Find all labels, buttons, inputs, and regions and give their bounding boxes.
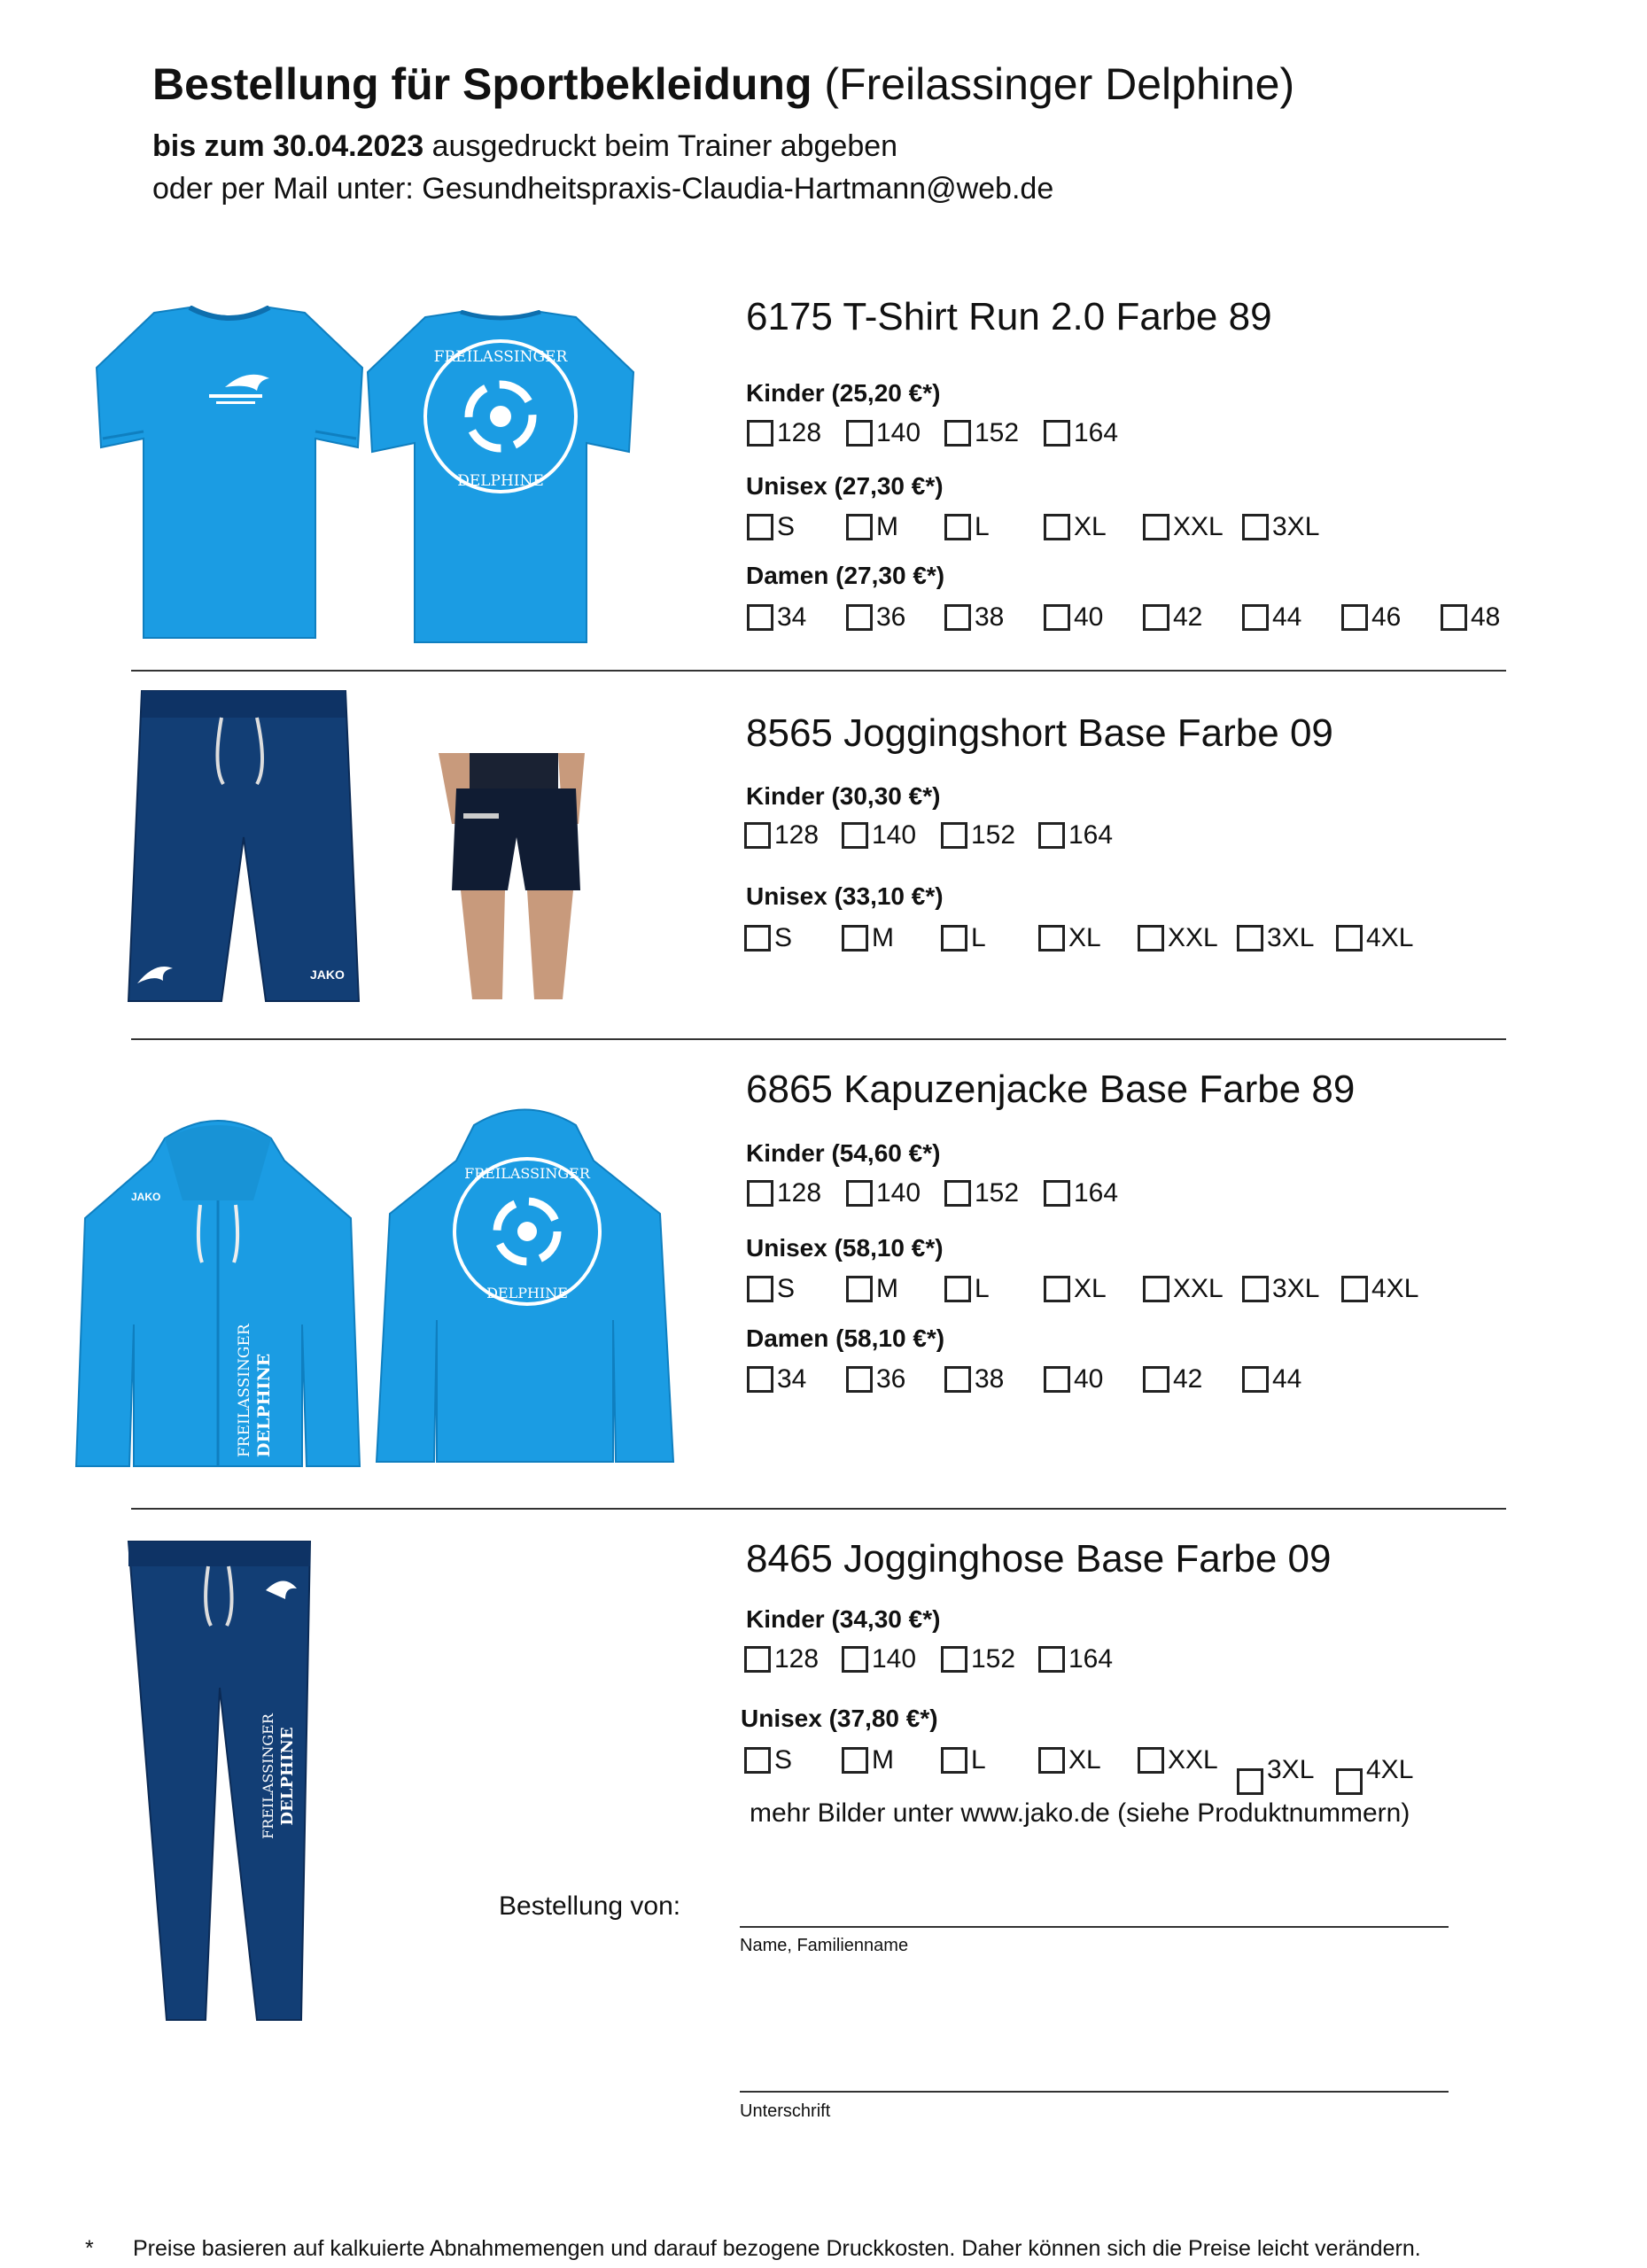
size-label: 34 — [777, 1364, 807, 1394]
group-label-unisex: Unisex (33,10 €*) — [746, 882, 944, 910]
size-option[interactable] — [1044, 1178, 1118, 1208]
back-print-text-2: DELPHINE — [457, 472, 544, 490]
size-option[interactable] — [941, 820, 1015, 850]
size-option[interactable] — [1242, 602, 1301, 633]
product-title-hoodie: 6865 Kapuzenjacke Base Farbe 89 — [746, 1068, 1356, 1111]
size-label: S — [774, 923, 793, 952]
size-option[interactable] — [744, 923, 792, 953]
checkbox[interactable] — [747, 604, 773, 631]
size-option[interactable] — [944, 1178, 1019, 1208]
checkbox[interactable] — [1044, 514, 1070, 540]
checkbox[interactable] — [944, 1276, 971, 1302]
group-label-unisex: Unisex (58,10 €*) — [746, 1234, 944, 1262]
checkbox[interactable] — [941, 822, 967, 849]
size-option[interactable] — [1143, 602, 1202, 633]
checkbox[interactable] — [747, 1276, 773, 1302]
size-label: 48 — [1471, 602, 1501, 632]
size-option[interactable] — [846, 1178, 921, 1208]
mail-line: oder per Mail unter: Gesundheitspraxis-Claudia-Hartmann@web.de — [152, 172, 1054, 206]
footnote-text: Preise basieren auf kalkuierte Abnahmemengen und darauf bezogene Druckkosten. Daher können sich die Preise leicht verändern. — [133, 2236, 1421, 2261]
group-label-unisex: Unisex (27,30 €*) — [746, 472, 944, 500]
tshirt-back-image — [363, 310, 638, 647]
size-label: 164 — [1068, 820, 1114, 850]
deadline-line — [152, 129, 897, 164]
section-divider — [131, 1038, 1506, 1040]
size-option[interactable] — [941, 1644, 1015, 1674]
deadline-rest: ausgedruckt beim Trainer abgeben — [423, 129, 898, 163]
checkbox[interactable] — [1242, 604, 1269, 631]
group-label-kinder: Kinder (34,30 €*) — [746, 1605, 941, 1633]
size-label: 3XL — [1272, 512, 1320, 541]
checkbox[interactable] — [846, 1276, 873, 1302]
size-label: M — [872, 923, 894, 952]
size-label: 140 — [876, 1178, 921, 1208]
size-label: 4XL — [1366, 1755, 1414, 1784]
size-label: 44 — [1272, 602, 1302, 632]
checkbox[interactable] — [1044, 420, 1070, 447]
checkbox[interactable] — [1038, 925, 1065, 951]
checkbox[interactable] — [744, 1747, 771, 1774]
size-option[interactable] — [1044, 512, 1107, 542]
hoodie-jako-logo: JAKO — [131, 1191, 161, 1203]
checkbox[interactable] — [744, 822, 771, 849]
size-option[interactable] — [1336, 923, 1413, 953]
size-option[interactable] — [944, 1274, 990, 1304]
size-option[interactable] — [842, 1644, 916, 1674]
order-from-label: Bestellung von: — [499, 1891, 681, 1921]
size-label: S — [777, 1274, 796, 1303]
checkbox[interactable] — [747, 1366, 773, 1393]
hoodie-vertical-text-2: DELPHINE — [254, 1353, 274, 1457]
size-label: XL — [1074, 1274, 1107, 1303]
size-option[interactable] — [842, 820, 916, 850]
product-title-shorts: 8565 Joggingshort Base Farbe 09 — [746, 711, 1333, 755]
size-label: M — [872, 1745, 894, 1775]
size-option[interactable] — [842, 1745, 894, 1775]
checkbox[interactable] — [1038, 822, 1065, 849]
size-option[interactable] — [1336, 1745, 1413, 1795]
checkbox[interactable] — [944, 1366, 971, 1393]
checkbox[interactable] — [944, 514, 971, 540]
size-label: XXL — [1168, 1745, 1218, 1775]
checkbox[interactable] — [1138, 925, 1164, 951]
size-option[interactable] — [1242, 1274, 1319, 1304]
checkbox[interactable] — [744, 925, 771, 951]
size-label: 42 — [1173, 1364, 1203, 1394]
pants-vertical-text-2: DELPHINE — [278, 1727, 297, 1826]
size-option[interactable] — [1038, 923, 1101, 953]
checkbox[interactable] — [1143, 1276, 1169, 1302]
checkbox[interactable] — [1242, 514, 1269, 540]
size-label: L — [971, 923, 986, 952]
size-label: XL — [1068, 923, 1101, 952]
checkbox[interactable] — [846, 1366, 873, 1393]
size-label: 3XL — [1272, 1274, 1320, 1303]
footnote-star: * — [85, 2236, 94, 2261]
size-label: 128 — [777, 418, 822, 447]
product-title-tshirt: 6175 T-Shirt Run 2.0 Farbe 89 — [746, 295, 1272, 338]
size-option[interactable] — [1038, 1644, 1113, 1674]
size-label: 140 — [876, 418, 921, 447]
size-label: 140 — [872, 820, 917, 850]
size-option[interactable] — [944, 512, 990, 542]
size-option[interactable] — [846, 1274, 898, 1304]
size-label: 152 — [975, 418, 1020, 447]
name-caption: Name, Familienname — [740, 1936, 909, 1955]
checkbox[interactable] — [1336, 1768, 1363, 1795]
checkbox[interactable] — [944, 1180, 971, 1207]
hoodie-vertical-text-1: FREILASSINGER — [236, 1324, 253, 1457]
product-title-pants: 8465 Jogginghose Base Farbe 09 — [746, 1537, 1332, 1581]
size-option[interactable] — [1143, 1274, 1224, 1304]
size-option[interactable] — [846, 1364, 905, 1394]
size-option[interactable] — [1341, 1274, 1418, 1304]
checkbox[interactable] — [1242, 1366, 1269, 1393]
size-option[interactable] — [1237, 1745, 1314, 1795]
size-option[interactable] — [1038, 820, 1113, 850]
checkbox[interactable] — [1044, 1276, 1070, 1302]
jogging-pants-image — [124, 1537, 315, 2029]
checkbox[interactable] — [1143, 604, 1169, 631]
size-option[interactable] — [944, 418, 1019, 448]
size-option[interactable] — [744, 1644, 819, 1674]
size-option[interactable] — [944, 602, 1004, 633]
checkbox[interactable] — [846, 604, 873, 631]
pants-vertical-text-1: FREILASSINGER — [260, 1713, 276, 1839]
size-option[interactable] — [1341, 602, 1401, 633]
size-option[interactable] — [1242, 512, 1319, 542]
checkbox[interactable] — [1237, 1768, 1263, 1795]
size-label: L — [975, 1274, 990, 1303]
size-label: 164 — [1074, 418, 1119, 447]
size-label: XXL — [1173, 512, 1224, 541]
size-option[interactable] — [1143, 512, 1224, 542]
size-label: 40 — [1074, 602, 1104, 632]
size-label: XL — [1074, 512, 1107, 541]
size-option[interactable] — [744, 820, 819, 850]
checkbox[interactable] — [842, 1747, 868, 1774]
name-field[interactable] — [740, 1926, 1449, 1928]
group-label-kinder: Kinder (30,30 €*) — [746, 782, 941, 810]
size-option[interactable] — [747, 602, 806, 633]
size-label: 34 — [777, 602, 807, 632]
size-option[interactable] — [1138, 923, 1218, 953]
size-label: M — [876, 1274, 898, 1303]
jako-logo-text: JAKO — [310, 967, 345, 982]
size-label: 164 — [1074, 1178, 1119, 1208]
more-info-text: mehr Bilder unter www.jako.de (siehe Produktnummern) — [750, 1798, 1410, 1828]
size-label: 152 — [971, 820, 1016, 850]
checkbox[interactable] — [842, 925, 868, 951]
size-label: 152 — [975, 1178, 1020, 1208]
checkbox[interactable] — [846, 514, 873, 540]
checkbox[interactable] — [1044, 1366, 1070, 1393]
size-option[interactable] — [747, 1178, 821, 1208]
back-print-text: FREILASSINGER — [433, 348, 568, 366]
size-option[interactable] — [1441, 602, 1500, 633]
size-label: 40 — [1074, 1364, 1104, 1394]
checkbox[interactable] — [941, 925, 967, 951]
size-label: 4XL — [1371, 1274, 1419, 1303]
size-option[interactable] — [846, 602, 905, 633]
hoodie-front-image — [67, 1112, 369, 1471]
size-option[interactable] — [1044, 602, 1103, 633]
group-label-unisex: Unisex (37,80 €*) — [741, 1705, 938, 1732]
size-label: S — [777, 512, 796, 541]
size-option[interactable] — [1044, 1274, 1107, 1304]
checkbox[interactable] — [1138, 1747, 1164, 1774]
size-label: XXL — [1168, 923, 1218, 952]
section-divider — [131, 1508, 1506, 1510]
title-rest: (Freilassinger Delphine) — [812, 59, 1295, 109]
size-label: XL — [1068, 1745, 1101, 1775]
size-label: 44 — [1272, 1364, 1302, 1394]
size-label: 128 — [774, 1644, 820, 1674]
size-label: 164 — [1068, 1644, 1114, 1674]
checkbox[interactable] — [944, 420, 971, 447]
size-label: 4XL — [1366, 923, 1414, 952]
size-option[interactable] — [744, 1745, 792, 1775]
checkbox[interactable] — [1341, 1276, 1368, 1302]
signature-caption: Unterschrift — [740, 2101, 831, 2121]
hoodie-back-print-2: DELPHINE — [486, 1285, 568, 1301]
size-label: 3XL — [1267, 923, 1315, 952]
size-label: 36 — [876, 1364, 906, 1394]
size-option[interactable] — [747, 512, 795, 542]
group-label-kinder: Kinder (25,20 €*) — [746, 379, 941, 407]
size-label: M — [876, 512, 898, 541]
size-option[interactable] — [1143, 1364, 1202, 1394]
size-option[interactable] — [747, 418, 821, 448]
checkbox[interactable] — [842, 1646, 868, 1673]
checkbox[interactable] — [744, 1646, 771, 1673]
size-option[interactable] — [941, 1745, 986, 1775]
checkbox[interactable] — [1143, 1366, 1169, 1393]
tshirt-front-image — [92, 306, 367, 642]
size-label: L — [975, 512, 990, 541]
size-label: 38 — [975, 602, 1005, 632]
size-option[interactable] — [1138, 1745, 1218, 1775]
checkbox[interactable] — [1336, 925, 1363, 951]
size-option[interactable] — [747, 1274, 795, 1304]
size-label: 128 — [774, 820, 820, 850]
checkbox[interactable] — [842, 822, 868, 849]
checkbox[interactable] — [1242, 1276, 1269, 1302]
checkbox[interactable] — [1237, 925, 1263, 951]
size-option[interactable] — [842, 923, 894, 953]
size-label: 152 — [971, 1644, 1016, 1674]
section-divider — [131, 670, 1506, 672]
page-title — [152, 58, 1294, 110]
title-bold: Bestellung für Sportbekleidung — [152, 59, 812, 109]
checkbox[interactable] — [1044, 604, 1070, 631]
checkbox[interactable] — [1044, 1180, 1070, 1207]
size-label: L — [971, 1745, 986, 1775]
checkbox[interactable] — [1038, 1747, 1065, 1774]
size-label: 38 — [975, 1364, 1005, 1394]
size-option[interactable] — [1242, 1364, 1301, 1394]
checkbox[interactable] — [846, 1180, 873, 1207]
checkbox[interactable] — [941, 1646, 967, 1673]
size-option[interactable] — [1044, 1364, 1103, 1394]
size-label: 140 — [872, 1644, 917, 1674]
size-label: 46 — [1371, 602, 1402, 632]
size-option[interactable] — [747, 1364, 806, 1394]
size-option[interactable] — [846, 418, 921, 448]
checkbox[interactable] — [747, 1180, 773, 1207]
size-label: 36 — [876, 602, 906, 632]
shorts-model-image — [421, 753, 589, 1001]
checkbox[interactable] — [941, 1747, 967, 1774]
deadline-bold: bis zum 30.04.2023 — [152, 129, 424, 163]
size-option[interactable] — [846, 512, 898, 542]
size-option[interactable] — [1038, 1745, 1101, 1775]
shorts-image — [124, 687, 363, 1006]
checkbox[interactable] — [846, 420, 873, 447]
group-label-damen: Damen (27,30 €*) — [746, 562, 945, 589]
hoodie-back-print: FREILASSINGER — [464, 1165, 590, 1182]
signature-field[interactable] — [740, 2091, 1449, 2093]
checkbox[interactable] — [1341, 604, 1368, 631]
checkbox[interactable] — [747, 420, 773, 447]
size-option[interactable] — [1044, 418, 1118, 448]
size-label: XXL — [1173, 1274, 1224, 1303]
hoodie-back-image — [372, 1107, 678, 1466]
checkbox[interactable] — [747, 514, 773, 540]
checkbox[interactable] — [1143, 514, 1169, 540]
size-option[interactable] — [941, 923, 986, 953]
checkbox[interactable] — [1441, 604, 1467, 631]
checkbox[interactable] — [1038, 1646, 1065, 1673]
checkbox[interactable] — [944, 604, 971, 631]
size-label: 42 — [1173, 602, 1203, 632]
size-label: 128 — [777, 1178, 822, 1208]
size-label: S — [774, 1745, 793, 1775]
size-option[interactable] — [1237, 923, 1314, 953]
group-label-kinder: Kinder (54,60 €*) — [746, 1139, 941, 1167]
group-label-damen: Damen (58,10 €*) — [746, 1324, 945, 1352]
size-option[interactable] — [944, 1364, 1004, 1394]
size-label: 3XL — [1267, 1755, 1315, 1784]
